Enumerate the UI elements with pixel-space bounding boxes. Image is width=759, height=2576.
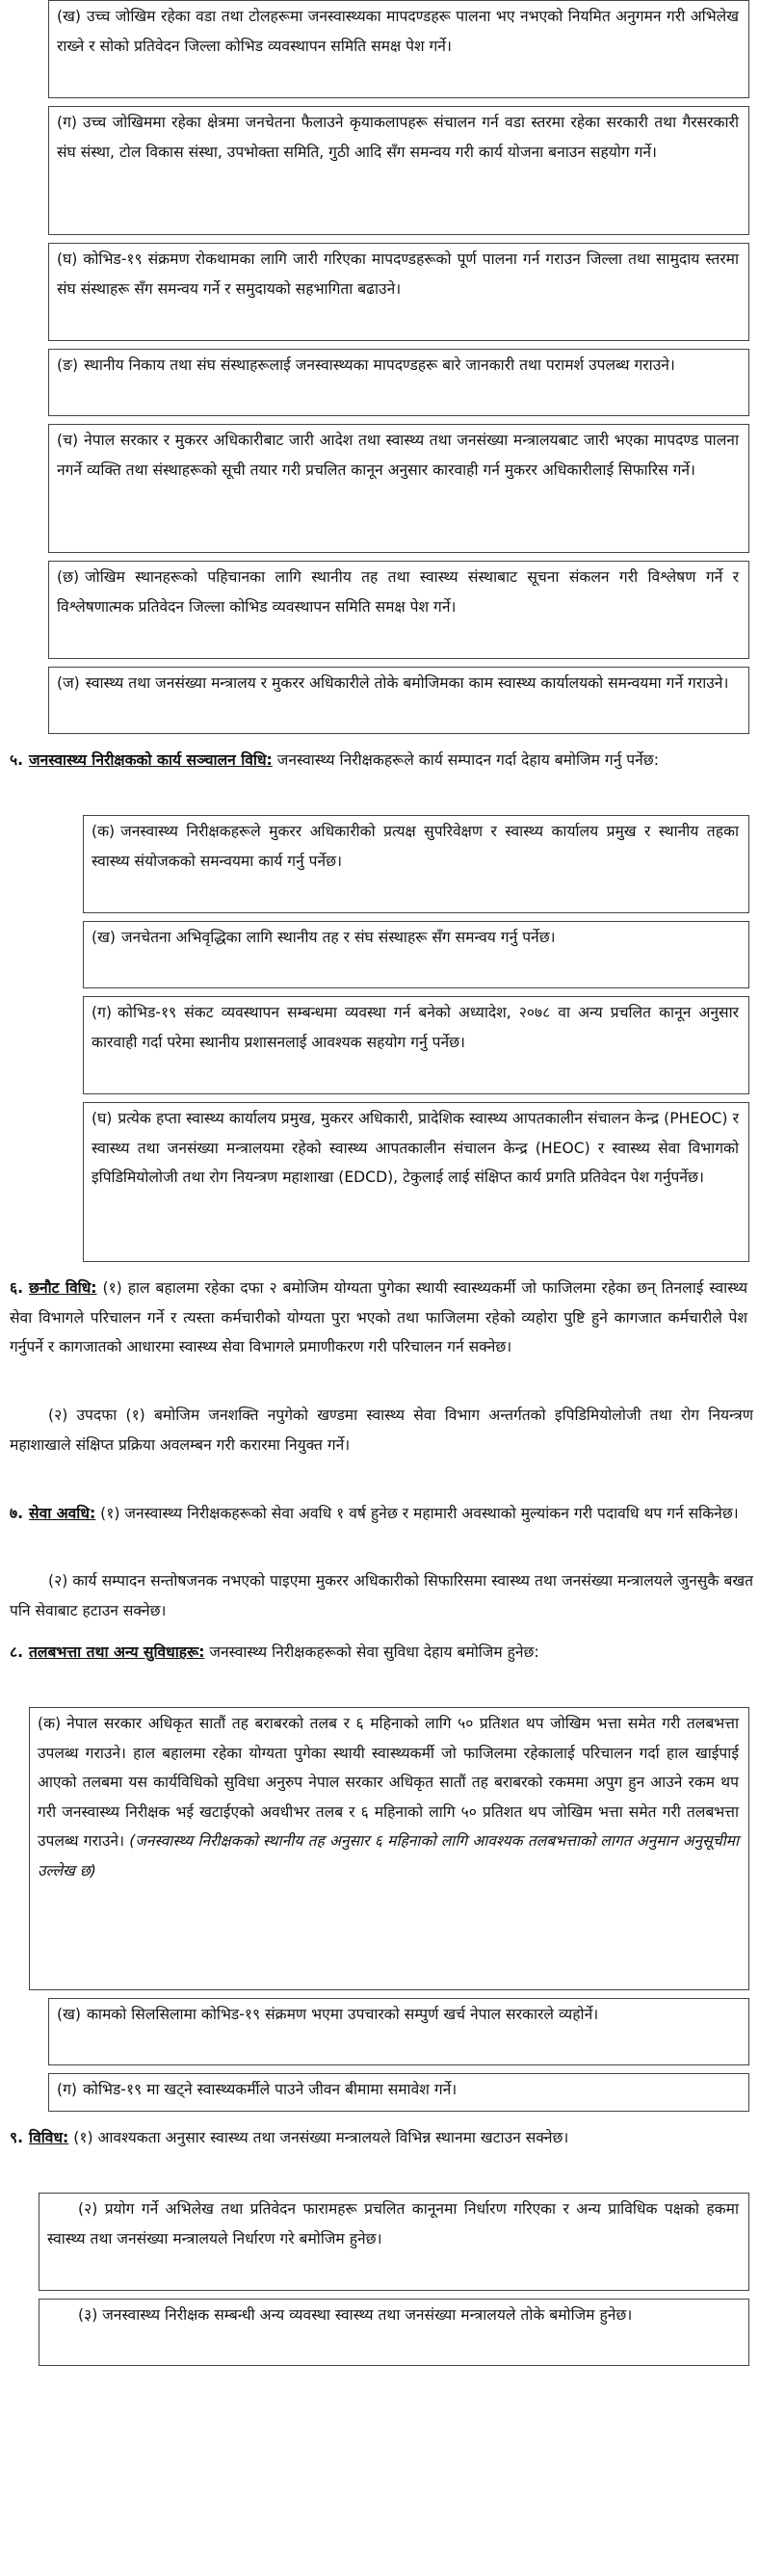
section-intro: जनस्वास्थ्य निरीक्षकहरूले कार्य सम्पादन गर्दा देहाय बमोजिम गर्नु पर्नेछ: [276,751,659,769]
section-5-heading-block [4,746,753,807]
section-heading: जनस्वास्थ्य निरीक्षकको कार्य सञ्चालन विधि: [29,751,273,769]
paragraph [10,1566,753,1628]
list-item [48,1998,749,2065]
paragraph-text: (२) प्रयोग गर्ने अभिलेख तथा प्रतिवेदन फारामहरू प्रचलित कानूनमा निर्धारण गरिएका र अन्य प्राविधिक पक्षको हकमा स्वास्थ्य तथा जनसंख्या मन्त्रालयले निर्धारण गरे बमोजिम हुनेछ। [47,2200,739,2247]
item-label: (ङ) [57,356,79,374]
paragraph [10,1401,753,1493]
list-item [48,424,749,553]
section-9-block [4,2123,753,2185]
item-text: स्वास्थ्य तथा जनसंख्या मन्त्रालय र मुकरर अधिकारीले तोके बमोजिमका काम स्वास्थ्य कार्यालयको समन्वयमा गर्ने गराउने। [85,674,729,692]
item-label: (ख) [92,929,116,946]
item-text: जोखिम स्थानहरूको पहिचानका लागि स्थानीय तह तथा स्वास्थ्य संस्थाबाट सूचना संकलन गरी विश्लेषण गर्ने र विश्लेषणात्मक प्रतिवेदन जिल्ला कोभिड व्यवस्थापन समिति समक्ष पेश गर्ने। [57,568,739,616]
section-heading: विविध: [29,2129,69,2146]
item-text: नेपाल सरकार र मुकरर अधिकारीबाट जारी आदेश तथा स्वास्थ्य तथा जनसंख्या मन्त्रालयबाट जारी भएका मापदण्ड पालना नगर्ने व्यक्ति तथा संस्थाहरूको सूची तयार गरी प्रचलित कानून अनुसार कारवाही गर्न मुकरर अधिकारीलाई सिफारिस गर्ने। [57,432,739,479]
paragraph-box [39,2299,749,2366]
item-text: उच्च जोखिम रहेका वडा तथा टोलहरूमा जनस्वास्थ्यका मापदण्डहरू पालना भए नभएको नियमित अनुगमन गरी अभिलेख राख्ने र सोको प्रतिवेदन जिल्ला कोभिड व्यवस्थापन समिति समक्ष पेश गर्ने। [57,8,739,55]
item-label: (क) [38,1715,62,1732]
section-heading: तलबभत्ता तथा अन्य सुविधाहरू: [29,1643,205,1661]
list-item [48,243,749,341]
list-item [48,561,749,659]
item-label: (घ) [92,1110,113,1127]
list-item [83,815,749,913]
item-label: (ख) [57,8,81,25]
section-heading: सेवा अवधि: [29,1505,96,1522]
section-number: ८. [10,1643,24,1661]
list-item [48,349,749,416]
paragraph: (१) जनस्वास्थ्य निरीक्षकहरूको सेवा अवधि १ वर्ष हुनेछ र महामारी अवस्थाको मुल्यांकन गरी पदावधि थप गर्न सकिनेछ। [100,1505,739,1522]
paragraph-box [39,2193,749,2291]
section-heading: छनौट विधि: [29,1279,97,1297]
section-8-heading-block [4,1638,753,1699]
item-label: (छ) [57,568,80,586]
list-item [48,667,749,734]
item-text: उच्च जोखिममा रहेका क्षेत्रमा जनचेतना फैलाउने कृयाकलापहरू संचालन गर्न वडा स्तरमा रहेका सरकारी तथा गैरसरकारी संघ संस्था, टोल विकास संस्था, उपभोक्ता समिति, गुठी आदि सँग समन्वय गरी कार्य योजना बनाउन सहयोग गर्ने। [57,114,739,161]
list-item [48,0,749,98]
item-label: (ग) [57,2081,77,2098]
paragraph: (१) हाल बहालमा रहेका दफा २ बमोजिम योग्यता पुगेका स्थायी स्वास्थ्यकर्मी जो फाजिलमा रहेका छन् तिनलाई स्वास्थ्य सेवा विभागले परिचालन गर्ने र त्यस्ता कर्मचारीको योग्यता पुरा भएको तथा फाजिलमा रहेको व्यहोरा पुष्टि हुने कागजात कर्मचारीले पेश गर्नुपर्ने र कागजातको आधारमा स्वास्थ्य सेवा विभागले प्रमाणीकरण गरी परिचालन गर्न सक्नेछ। [10,1279,747,1355]
item-note: (जनस्वास्थ्य निरीक्षकको स्थानीय तह अनुसार ६ महिनाको लागि आवश्यक तलबभत्ताको लागत अनुमान अनुसूचीमा उल्लेख छ) [38,1832,739,1879]
section-number: ६. [10,1279,24,1297]
section-7-block [4,1499,753,1561]
list-item [83,996,749,1094]
section-6-block [4,1274,753,1397]
item-text: कामको सिलसिलामा कोभिड-१९ संक्रमण भएमा उपचारको सम्पुर्ण खर्च नेपाल सरकारले व्यहोर्ने। [86,2006,599,2023]
item-text: प्रत्येक हप्ता स्वास्थ्य कार्यालय प्रमुख, मुकरर अधिकारी, प्रादेशिक स्वास्थ्य आपतकालीन संचालन केन्द्र (PHEOC) र स्वास्थ्य तथा जनसंख्या मन्त्रालयमा रहेको स्वास्थ्य आपतकालीन संचालन केन्द्र (HEOC) र स्वास्थ्य सेवा विभागको इपिडिमियोलोजी तथा रोग नियन्त्रण महाशाखा (EDCD), टेकुलाई लाई संक्षिप्त कार्य प्रगति प्रतिवेदन पेश गर्नुपर्नेछ। [92,1110,739,1186]
paragraph-text: (२) कार्य सम्पादन सन्तोषजनक नभएको पाइएमा मुकरर अधिकारीको सिफारिसमा स्वास्थ्य तथा जनसंख्या मन्त्रालयले जुनसुकै बखत पनि सेवाबाट हटाउन सक्नेछ। [10,1572,753,1619]
section-number: ७. [10,1505,24,1522]
item-text: कोभिड-१९ संक्रमण रोकथामका लागि जारी गरिएका मापदण्डहरूको पूर्ण पालना गर्न गराउन जिल्ला तथा सामुदाय स्तरमा संघ संस्थाहरू सँग समन्वय गर्ने र समुदायको सहभागिता बढाउने। [57,250,739,298]
item-label: (च) [57,432,79,449]
item-text: स्थानीय निकाय तथा संघ संस्थाहरूलाई जनस्वास्थ्यका मापदण्डहरू बारे जानकारी तथा परामर्श उपलब्ध गराउने। [84,356,675,374]
list-item [48,106,749,235]
item-label: (घ) [57,250,78,268]
list-item [83,1102,749,1262]
item-text: कोभिड-१९ मा खट्ने स्वास्थ्यकर्मीले पाउने जीवन बीमामा समावेश गर्ने। [82,2081,458,2098]
section-number: ५. [10,751,24,769]
paragraph: (१) आवश्यकता अनुसार स्वास्थ्य तथा जनसंख्या मन्त्रालयले विभिन्न स्थानमा खटाउन सक्नेछ। [73,2129,569,2146]
item-text: कोभिड-१९ संकट व्यवस्थापन सम्बन्धमा व्यवस्था गर्न बनेको अध्यादेश, २०७८ वा अन्य प्रचलित कानून अनुसार कारवाही गर्दा परेमा स्थानीय प्रशासनलाई आवश्यक सहयोग गर्नु पर्नेछ। [92,1004,739,1051]
list-item [48,2073,749,2112]
item-label: (ग) [92,1004,112,1021]
item-label: (ग) [57,114,77,131]
paragraph-text: (३) जनस्वास्थ्य निरीक्षक सम्बन्धी अन्य व्यवस्था स्वास्थ्य तथा जनसंख्या मन्त्रालयले तोके बमोजिम हुनेछ। [78,2306,633,2324]
item-label: (ख) [57,2006,81,2023]
item-label: (क) [92,823,116,840]
section-number: ९. [10,2129,24,2146]
paragraph-text: (२) उपदफा (१) बमोजिम जनशक्ति नपुगेको खण्डमा स्वास्थ्य सेवा विभाग अन्तर्गतको इपिडिमियोलोजी तथा रोग नियन्त्रण महाशाखाले संक्षिप्त प्रक्रिया अवलम्बन गरी करारमा नियुक्त गर्ने। [10,1406,753,1454]
section-intro: जनस्वास्थ्य निरीक्षकहरूको सेवा सुविधा देहाय बमोजिम हुनेछ: [209,1643,539,1661]
item-text: नेपाल सरकार अधिकृत सातौं तह बराबरको तलब र ६ महिनाको लागि ५० प्रतिशत थप जोखिम भत्ता समेत गरी तलबभत्ता उपलब्ध गराउने। हाल बहालमा रहेका योग्यता पुगेका स्थायी स्वास्थ्यकर्मी जो फाजिलमा रहेकालाई परिचालन गर्दा हाल खाईपाई आएको तलबमा यस कार्यविधिको सुविधा अनुरुप नेपाल सरकार अधिकृत सातौं तह बराबरको रकममा अपुग हुन आउने रकम थप गरी जनस्वास्थ्य निरीक्षक भई खटाईएको अवधीभर तलब र ६ महिनाको लागि ५० प्रतिशत थप जोखिम भत्ता समेत गरी तलबभत्ता उपलब्ध गराउने। [38,1715,739,1850]
item-text: जनस्वास्थ्य निरीक्षकहरूले मुकरर अधिकारीको प्रत्यक्ष सुपरिवेक्षण र स्वास्थ्य कार्यालय प्रमुख र स्थानीय तहका स्वास्थ्य संयोजकको समन्वयमा कार्य गर्नु पर्नेछ। [92,823,739,870]
list-item [29,1707,749,1990]
item-text: जनचेतना अभिवृद्धिका लागि स्थानीय तह र संघ संस्थाहरू सँग समन्वय गर्नु पर्नेछ। [120,929,556,946]
list-item [83,921,749,988]
item-label: (ज) [57,674,80,692]
